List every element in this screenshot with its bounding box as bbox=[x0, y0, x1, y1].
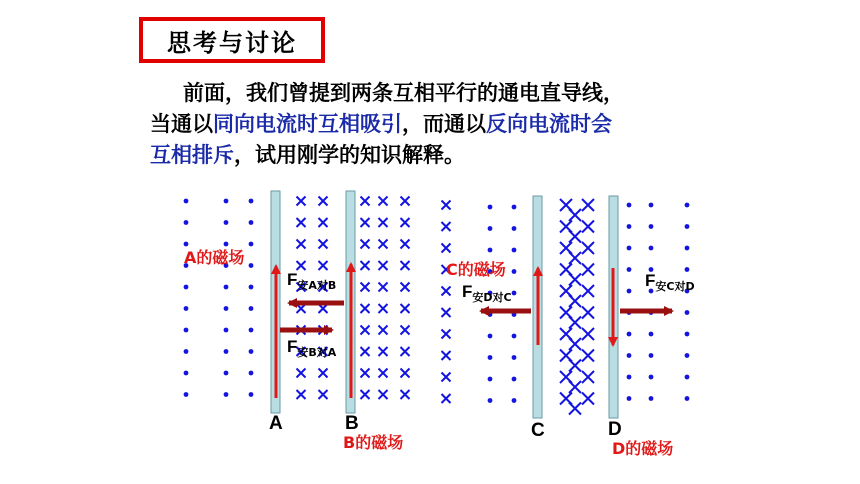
field-cross bbox=[582, 199, 594, 211]
field-dot bbox=[685, 332, 690, 337]
wire-label-c: C bbox=[531, 420, 545, 441]
force-symbol: F bbox=[462, 282, 473, 301]
field-cross bbox=[379, 369, 388, 378]
force-label-d-on-c bbox=[462, 282, 512, 305]
field-dot bbox=[512, 205, 517, 210]
field-cross bbox=[569, 317, 581, 329]
field-dot bbox=[249, 306, 254, 311]
field-cross bbox=[379, 240, 388, 249]
force-symbol: F bbox=[287, 337, 298, 356]
field-dot bbox=[649, 375, 654, 380]
field-dot bbox=[224, 349, 229, 354]
field-dot bbox=[488, 205, 493, 210]
field-cross bbox=[401, 369, 410, 378]
field-dot bbox=[249, 242, 254, 247]
field-dot bbox=[649, 353, 654, 358]
wire-label-a: A bbox=[269, 413, 283, 434]
field-cross bbox=[442, 351, 451, 360]
field-cross bbox=[442, 308, 451, 317]
field-cross bbox=[442, 373, 451, 382]
field-dot bbox=[249, 349, 254, 354]
highlight-opposite-direction: 反向电流时会 bbox=[486, 112, 612, 136]
field-cross bbox=[569, 274, 581, 286]
field-cross bbox=[569, 338, 581, 350]
field-cross bbox=[361, 326, 370, 335]
field-dot bbox=[224, 285, 229, 290]
field-cross bbox=[379, 326, 388, 335]
field-cross bbox=[569, 295, 581, 307]
field-cross bbox=[319, 240, 328, 249]
field-cross bbox=[582, 371, 594, 383]
text-segment: 当通以 bbox=[150, 112, 213, 136]
field-cross bbox=[361, 261, 370, 270]
field-cross bbox=[361, 347, 370, 356]
field-cross bbox=[569, 360, 581, 372]
field-cross bbox=[319, 218, 328, 227]
field-cross bbox=[361, 283, 370, 292]
force-subscript: 安A对B bbox=[297, 279, 337, 292]
field-cross bbox=[379, 218, 388, 227]
field-cross bbox=[442, 222, 451, 231]
field-label-b: B的磁场 bbox=[343, 433, 404, 452]
field-dot bbox=[249, 220, 254, 225]
field-dot bbox=[685, 375, 690, 380]
field-dot bbox=[184, 220, 189, 225]
field-cross bbox=[379, 197, 388, 206]
field-cross bbox=[401, 304, 410, 313]
field-cross bbox=[569, 231, 581, 243]
field-cross bbox=[297, 261, 306, 270]
field-cross bbox=[582, 393, 594, 405]
force-symbol: F bbox=[645, 271, 656, 290]
field-cross bbox=[319, 369, 328, 378]
field-cross bbox=[361, 369, 370, 378]
field-cross bbox=[401, 218, 410, 227]
field-dot bbox=[249, 371, 254, 376]
field-dot bbox=[224, 328, 229, 333]
field-dot bbox=[224, 199, 229, 204]
field-dot bbox=[685, 396, 690, 401]
field-cross bbox=[401, 261, 410, 270]
field-cross bbox=[401, 197, 410, 206]
field-cross bbox=[442, 201, 451, 210]
field-cross bbox=[401, 240, 410, 249]
field-cross bbox=[442, 287, 451, 296]
wire-label-b: B bbox=[345, 413, 359, 434]
field-dot bbox=[184, 285, 189, 290]
field-dot bbox=[488, 334, 493, 339]
field-dot bbox=[184, 199, 189, 204]
text-segment: ，而通以 bbox=[402, 112, 486, 136]
force-symbol: F bbox=[287, 270, 298, 289]
field-cross bbox=[361, 304, 370, 313]
field-dot bbox=[627, 246, 632, 251]
field-dot bbox=[488, 398, 493, 403]
field-cross bbox=[297, 240, 306, 249]
field-dot bbox=[649, 203, 654, 208]
field-dot bbox=[224, 371, 229, 376]
field-cross bbox=[319, 390, 328, 399]
field-dot bbox=[627, 332, 632, 337]
field-dot bbox=[249, 285, 254, 290]
field-dot bbox=[627, 396, 632, 401]
field-cross bbox=[401, 283, 410, 292]
field-cross bbox=[442, 330, 451, 339]
field-dot bbox=[627, 353, 632, 358]
field-cross bbox=[401, 347, 410, 356]
field-cross bbox=[582, 264, 594, 276]
field-cross bbox=[319, 197, 328, 206]
field-dot bbox=[224, 392, 229, 397]
field-dot bbox=[685, 246, 690, 251]
field-cross bbox=[297, 390, 306, 399]
field-cross bbox=[569, 209, 581, 221]
field-cross bbox=[361, 218, 370, 227]
field-cross bbox=[442, 244, 451, 253]
field-cross bbox=[569, 252, 581, 264]
field-cross bbox=[379, 347, 388, 356]
field-dot bbox=[184, 392, 189, 397]
highlight-same-direction: 同向电流时互相吸引 bbox=[213, 112, 402, 136]
field-cross bbox=[297, 197, 306, 206]
field-cross bbox=[297, 218, 306, 227]
field-dot bbox=[249, 392, 254, 397]
field-dot bbox=[184, 371, 189, 376]
field-cross bbox=[582, 328, 594, 340]
field-cross bbox=[582, 221, 594, 233]
field-cross bbox=[442, 394, 451, 403]
field-cross bbox=[582, 350, 594, 362]
field-dot bbox=[685, 203, 690, 208]
field-dot bbox=[685, 224, 690, 229]
field-label-c: C的磁场 bbox=[446, 260, 506, 279]
field-dot bbox=[627, 375, 632, 380]
paragraph-line-1: 前面，我们曾提到两条互相平行的通电直导线， bbox=[183, 81, 624, 105]
field-dot bbox=[512, 226, 517, 231]
field-cross bbox=[379, 390, 388, 399]
field-cross bbox=[379, 283, 388, 292]
field-cross bbox=[582, 242, 594, 254]
field-dot bbox=[249, 263, 254, 268]
field-dot bbox=[627, 203, 632, 208]
field-dot bbox=[488, 226, 493, 231]
field-cross bbox=[401, 326, 410, 335]
field-cross bbox=[361, 240, 370, 249]
field-dot bbox=[649, 224, 654, 229]
field-cross bbox=[379, 304, 388, 313]
field-dot bbox=[685, 310, 690, 315]
field-cross bbox=[319, 261, 328, 270]
field-dot bbox=[627, 267, 632, 272]
field-dot bbox=[627, 224, 632, 229]
wire-label-d: D bbox=[608, 419, 622, 440]
field-dot bbox=[512, 398, 517, 403]
field-dot bbox=[512, 355, 517, 360]
field-dot bbox=[224, 306, 229, 311]
field-dot bbox=[249, 199, 254, 204]
field-dot bbox=[488, 377, 493, 382]
field-cross bbox=[569, 403, 581, 415]
field-dot bbox=[488, 355, 493, 360]
field-cross bbox=[569, 381, 581, 393]
field-label-d: D的磁场 bbox=[612, 439, 674, 458]
force-label-b-on-a bbox=[287, 337, 336, 360]
field-dot bbox=[184, 328, 189, 333]
field-cross bbox=[297, 369, 306, 378]
force-subscript: 安B对A bbox=[297, 346, 337, 359]
section-title: 思考与讨论 bbox=[139, 17, 325, 63]
field-dot bbox=[184, 306, 189, 311]
field-dot bbox=[685, 353, 690, 358]
field-dot bbox=[249, 328, 254, 333]
force-subscript: 安D对C bbox=[472, 291, 512, 304]
field-dot bbox=[512, 248, 517, 253]
field-dot bbox=[649, 332, 654, 337]
field-dot bbox=[224, 220, 229, 225]
field-cross bbox=[401, 390, 410, 399]
field-dot bbox=[512, 377, 517, 382]
force-subscript: 安C对D bbox=[655, 280, 695, 293]
field-cross bbox=[379, 261, 388, 270]
field-dot bbox=[627, 289, 632, 294]
field-dot bbox=[649, 396, 654, 401]
highlight-repel: 互相排斥 bbox=[150, 143, 234, 167]
text-segment: ，试用刚学的知识解释。 bbox=[234, 143, 465, 167]
field-dot bbox=[512, 269, 517, 274]
field-dot bbox=[512, 334, 517, 339]
field-cross bbox=[361, 390, 370, 399]
field-dot bbox=[649, 246, 654, 251]
field-cross bbox=[582, 285, 594, 297]
field-dot bbox=[512, 291, 517, 296]
field-dot bbox=[488, 248, 493, 253]
field-dot bbox=[184, 349, 189, 354]
field-cross bbox=[582, 307, 594, 319]
force-label-a-on-b bbox=[287, 270, 336, 293]
field-label-a: A的磁场 bbox=[184, 248, 245, 267]
force-label-c-on-d bbox=[645, 271, 695, 294]
field-cross bbox=[361, 197, 370, 206]
